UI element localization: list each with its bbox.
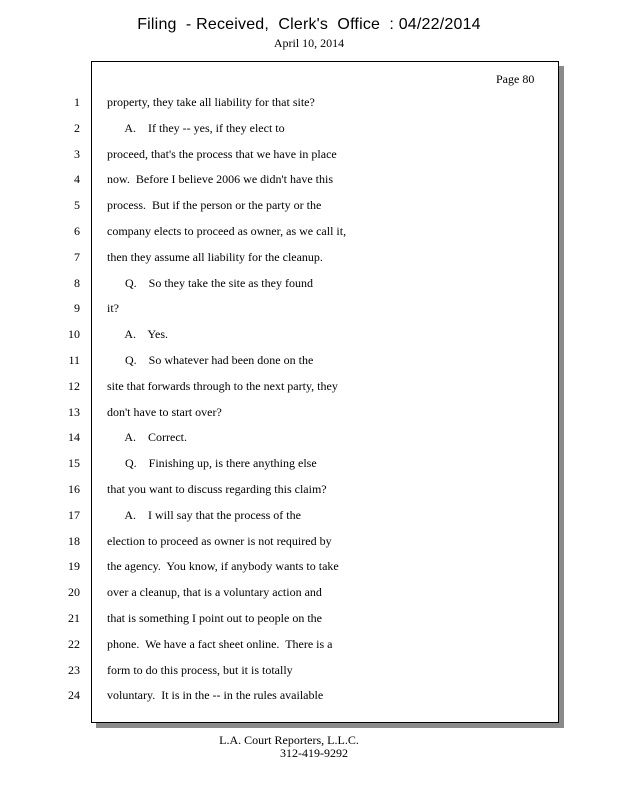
transcript-date: April 10, 2014 [273, 36, 345, 50]
line-number: 23 [68, 663, 80, 677]
line-text: the agency. You know, if anybody wants to take [107, 559, 339, 573]
line-number: 10 [68, 327, 80, 341]
line-number: 22 [68, 637, 80, 651]
line-text: process. But if the person or the party or the [107, 198, 322, 212]
line-number: 5 [74, 198, 80, 212]
filing-stamp: Filing - Received, Clerk's Office : 04/22/2014 [137, 16, 481, 33]
line-text: Q. So they take the site as they found [107, 276, 313, 290]
line-number: 9 [74, 301, 80, 315]
line-text: Q. So whatever had been done on the [107, 353, 314, 367]
line-number: 18 [68, 534, 80, 548]
line-text: company elects to proceed as owner, as we call it, [107, 224, 347, 238]
line-number: 1 [74, 95, 80, 109]
line-text: proceed, that's the process that we have in place [107, 147, 337, 161]
line-number: 12 [68, 379, 80, 393]
line-number: 24 [68, 688, 80, 702]
line-text: that you want to discuss regarding this claim? [107, 482, 327, 496]
line-number: 4 [74, 172, 80, 186]
reporter-company: L.A. Court Reporters, L.L.C. [219, 733, 359, 747]
line-number: 11 [68, 353, 80, 367]
line-number: 17 [68, 508, 80, 522]
line-text: election to proceed as owner is not required by [107, 534, 332, 548]
line-number: 19 [68, 559, 80, 573]
reporter-phone: 312-419-9292 [280, 746, 348, 760]
line-number: 6 [74, 224, 80, 238]
line-number: 14 [68, 430, 80, 444]
line-number: 13 [68, 405, 80, 419]
line-text: A. I will say that the process of the [107, 508, 301, 522]
page-number: Page 80 [496, 72, 535, 86]
line-text: A. If they -- yes, if they elect to [107, 121, 285, 135]
line-number: 8 [74, 276, 80, 290]
line-text: voluntary. It is in the -- in the rules available [107, 688, 324, 702]
line-number: 2 [74, 121, 80, 135]
line-text: form to do this process, but it is totally [107, 663, 293, 677]
line-text: property, they take all liability for that site? [107, 95, 315, 109]
line-text: now. Before I believe 2006 we didn't have this [107, 172, 333, 186]
line-text: A. Yes. [107, 327, 169, 341]
line-number: 3 [74, 147, 80, 161]
line-text: phone. We have a fact sheet online. There is a [107, 637, 333, 651]
line-text: it? [107, 301, 119, 315]
line-text: over a cleanup, that is a voluntary action and [107, 585, 322, 599]
line-number: 15 [68, 456, 80, 470]
line-number: 16 [68, 482, 80, 496]
line-text: A. Correct. [107, 430, 187, 444]
line-number: 21 [68, 611, 80, 625]
line-number: 7 [74, 250, 80, 264]
line-text: site that forwards through to the next party, they [107, 379, 338, 393]
line-text: that is something I point out to people on the [107, 611, 322, 625]
line-text: Q. Finishing up, is there anything else [107, 456, 317, 470]
line-number: 20 [68, 585, 80, 599]
line-text: don't have to start over? [107, 405, 222, 419]
line-text: then they assume all liability for the cleanup. [107, 250, 323, 264]
